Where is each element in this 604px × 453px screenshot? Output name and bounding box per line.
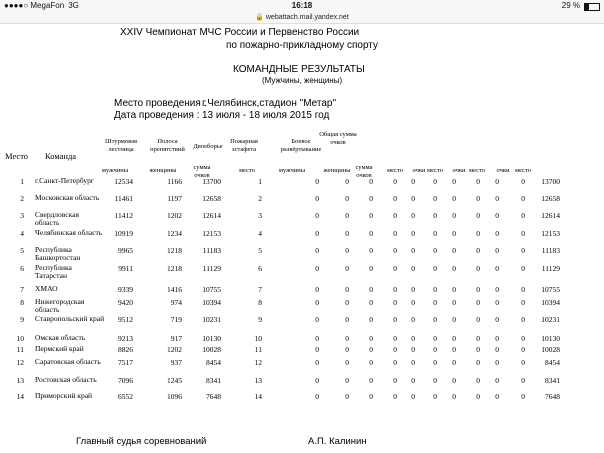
cell-sum: 8341 — [206, 376, 221, 385]
dates-line — [114, 110, 330, 121]
cell-men: 9965 — [118, 246, 133, 255]
cell-place: 6 — [20, 264, 24, 273]
cell-zero: 0 — [393, 315, 397, 324]
cell-zero: 0 — [369, 194, 373, 203]
cell-total: 8454 — [545, 358, 560, 367]
cell-sum: 10755 — [202, 285, 221, 294]
cell-team: Приморский край — [35, 391, 93, 400]
cell-zero: 0 — [369, 358, 373, 367]
cell-zero: 0 — [369, 298, 373, 307]
table-row — [0, 264, 604, 280]
cell-zero: 0 — [315, 358, 319, 367]
cell-zero: 0 — [452, 285, 456, 294]
cell-place: 11 — [16, 345, 24, 354]
cell-place: 9 — [20, 315, 24, 324]
cell-place: 13 — [16, 376, 24, 385]
cell-team: г.Санкт-Петербург — [35, 176, 94, 185]
dates-value: 13 июля - 18 июля 2015 год — [202, 110, 330, 121]
cell-zero: 0 — [476, 298, 480, 307]
cell-men: 11461 — [114, 194, 133, 203]
table-row — [0, 298, 604, 314]
subheader-9: место — [426, 167, 444, 174]
cell-zero: 0 — [476, 392, 480, 401]
cell-zero: 0 — [476, 334, 480, 343]
cell-zero: 0 — [452, 392, 456, 401]
cell-zero: 0 — [452, 211, 456, 220]
cell-zero: 0 — [433, 285, 437, 294]
cell-zero: 0 — [369, 285, 373, 294]
cell-zero: 0 — [345, 194, 349, 203]
carrier-label: ●●●●○ MegaFon — [4, 1, 65, 10]
cell-zero: 0 — [476, 345, 480, 354]
cell-men: 12534 — [114, 177, 133, 186]
cell-zero: 0 — [495, 264, 499, 273]
cell-zero: 0 — [369, 264, 373, 273]
cell-sum: 12153 — [202, 229, 221, 238]
cell-relay: 6 — [258, 264, 262, 273]
cell-zero: 0 — [345, 285, 349, 294]
cell-place: 14 — [16, 392, 24, 401]
cell-place: 1 — [20, 177, 24, 186]
cell-zero: 0 — [345, 298, 349, 307]
doc-subheading: (Мужчины, женщины) — [262, 76, 343, 85]
cell-sum: 10028 — [202, 345, 221, 354]
subheader-3: место — [238, 167, 256, 174]
cell-zero: 0 — [315, 298, 319, 307]
table-row — [0, 194, 604, 210]
cell-relay: 5 — [258, 246, 262, 255]
cell-zero: 0 — [393, 392, 397, 401]
cell-zero: 0 — [452, 246, 456, 255]
cell-zero: 0 — [433, 264, 437, 273]
cell-men: 11412 — [114, 211, 133, 220]
cell-total: 7648 — [545, 392, 560, 401]
cell-zero: 0 — [411, 229, 415, 238]
cell-women: 1202 — [167, 345, 182, 354]
table-row — [0, 376, 604, 392]
cell-team: Омская область — [35, 333, 86, 342]
cell-zero: 0 — [315, 392, 319, 401]
clock: 16:18 — [291, 1, 313, 10]
cell-zero: 0 — [495, 229, 499, 238]
cell-team: Республика Татарстан — [35, 263, 72, 280]
network-label: 3G — [68, 1, 79, 10]
cell-zero: 0 — [433, 211, 437, 220]
cell-men: 9420 — [118, 298, 133, 307]
cell-zero: 0 — [369, 246, 373, 255]
table-row — [0, 177, 604, 193]
cell-relay: 7 — [258, 285, 262, 294]
cell-zero: 0 — [315, 264, 319, 273]
cell-zero: 0 — [345, 315, 349, 324]
cell-total: 10028 — [541, 345, 560, 354]
cell-place: 2 — [20, 194, 24, 203]
cell-zero: 0 — [433, 298, 437, 307]
cell-zero: 0 — [393, 177, 397, 186]
cell-relay: 13 — [254, 376, 262, 385]
cell-women: 1166 — [167, 177, 182, 186]
judge-label: Главный судья соревнований — [76, 436, 207, 447]
cell-zero: 0 — [452, 229, 456, 238]
cell-men: 7517 — [118, 358, 133, 367]
header-place: Место — [5, 151, 29, 161]
cell-sum: 10231 — [202, 315, 221, 324]
cell-zero: 0 — [315, 177, 319, 186]
cell-zero: 0 — [315, 285, 319, 294]
cell-place: 4 — [20, 229, 24, 238]
cell-women: 937 — [170, 358, 182, 367]
venue-label: Место проведения : — [114, 98, 207, 109]
table-row — [0, 315, 604, 331]
cell-zero: 0 — [433, 334, 437, 343]
cell-zero: 0 — [393, 194, 397, 203]
cell-zero: 0 — [369, 345, 373, 354]
cell-zero: 0 — [521, 334, 525, 343]
cell-zero: 0 — [393, 298, 397, 307]
cell-zero: 0 — [476, 194, 480, 203]
cell-zero: 0 — [433, 229, 437, 238]
cell-sum: 7648 — [206, 392, 221, 401]
cell-men: 10919 — [114, 229, 133, 238]
cell-zero: 0 — [476, 315, 480, 324]
cell-total: 11129 — [541, 264, 560, 273]
header-event-3: Пожарная эстафета — [230, 138, 258, 153]
dates-label: Дата проведения : — [114, 110, 200, 121]
cell-zero: 0 — [521, 211, 525, 220]
cell-zero: 0 — [476, 264, 480, 273]
cell-zero: 0 — [452, 345, 456, 354]
cell-zero: 0 — [393, 264, 397, 273]
cell-zero: 0 — [476, 358, 480, 367]
cell-team: Ставропольский край — [35, 314, 105, 323]
cell-men: 9213 — [118, 334, 133, 343]
cell-women: 917 — [170, 334, 182, 343]
header-event-5: Общая сумма очков — [319, 131, 357, 146]
cell-team: Саратовская область — [35, 357, 101, 366]
cell-zero: 0 — [411, 285, 415, 294]
cell-zero: 0 — [411, 358, 415, 367]
cell-zero: 0 — [393, 358, 397, 367]
cell-zero: 0 — [452, 315, 456, 324]
cell-zero: 0 — [452, 298, 456, 307]
battery-percent: 29 % — [561, 1, 580, 10]
cell-women: 1202 — [167, 211, 182, 220]
cell-relay: 11 — [254, 345, 262, 354]
cell-zero: 0 — [433, 246, 437, 255]
battery-icon — [584, 3, 600, 11]
cell-zero: 0 — [521, 358, 525, 367]
cell-zero: 0 — [369, 392, 373, 401]
cell-relay: 1 — [258, 177, 262, 186]
cell-zero: 0 — [433, 392, 437, 401]
header-event-4: Боевое развёртывание — [280, 138, 322, 153]
cell-zero: 0 — [521, 298, 525, 307]
cell-zero: 0 — [495, 334, 499, 343]
cell-zero: 0 — [433, 315, 437, 324]
cell-zero: 0 — [452, 334, 456, 343]
header-event-1: Полоса препятствий — [150, 138, 185, 153]
cell-total: 8341 — [545, 376, 560, 385]
cell-women: 1218 — [167, 246, 182, 255]
subheader-13: место — [514, 167, 532, 174]
cell-zero: 0 — [315, 334, 319, 343]
cell-zero: 0 — [345, 392, 349, 401]
cell-zero: 0 — [495, 194, 499, 203]
cell-zero: 0 — [393, 229, 397, 238]
cell-zero: 0 — [476, 177, 480, 186]
cell-men: 9911 — [118, 264, 133, 273]
cell-zero: 0 — [411, 345, 415, 354]
cell-sum: 10130 — [202, 334, 221, 343]
cell-zero: 0 — [345, 246, 349, 255]
cell-sum: 12614 — [202, 211, 221, 220]
cell-women: 719 — [170, 315, 182, 324]
cell-zero: 0 — [411, 298, 415, 307]
cell-zero: 0 — [369, 229, 373, 238]
cell-zero: 0 — [495, 211, 499, 220]
subheader-2: сумма очков — [193, 164, 211, 179]
cell-zero: 0 — [393, 376, 397, 385]
cell-sum: 13700 — [202, 177, 221, 186]
cell-men: 8826 — [118, 345, 133, 354]
cell-place: 3 — [20, 211, 24, 220]
doc-heading: КОМАНДНЫЕ РЕЗУЛЬТАТЫ — [233, 64, 365, 75]
subheader-12: очки — [496, 167, 510, 174]
cell-zero: 0 — [476, 229, 480, 238]
cell-zero: 0 — [393, 285, 397, 294]
cell-zero: 0 — [315, 315, 319, 324]
cell-zero: 0 — [521, 376, 525, 385]
cell-zero: 0 — [411, 315, 415, 324]
cell-zero: 0 — [495, 315, 499, 324]
cell-zero: 0 — [521, 392, 525, 401]
subheader-11: место — [468, 167, 486, 174]
cell-sum: 11129 — [202, 264, 221, 273]
venue-line — [114, 98, 337, 109]
cell-place: 8 — [20, 298, 24, 307]
cell-relay: 14 — [254, 392, 262, 401]
cell-zero: 0 — [411, 334, 415, 343]
doc-title-line1: XXIV Чемпионат МЧС России и Первенство России — [120, 27, 360, 38]
cell-women: 1197 — [167, 194, 182, 203]
cell-zero: 0 — [315, 345, 319, 354]
cell-relay: 12 — [254, 358, 262, 367]
cell-total: 10755 — [541, 285, 560, 294]
cell-men: 9339 — [118, 285, 133, 294]
cell-team: Республика Башкортостан — [35, 245, 81, 262]
cell-zero: 0 — [476, 285, 480, 294]
cell-zero: 0 — [315, 194, 319, 203]
cell-relay: 9 — [258, 315, 262, 324]
cell-total: 10130 — [541, 334, 560, 343]
cell-zero: 0 — [495, 345, 499, 354]
document-page — [0, 24, 604, 453]
cell-place: 10 — [16, 334, 24, 343]
subheader-8: очки — [412, 167, 426, 174]
cell-zero: 0 — [369, 211, 373, 220]
subheader-5: женщины — [323, 167, 351, 174]
cell-zero: 0 — [521, 315, 525, 324]
cell-relay: 10 — [254, 334, 262, 343]
cell-zero: 0 — [393, 211, 397, 220]
cell-zero: 0 — [345, 177, 349, 186]
cell-zero: 0 — [495, 376, 499, 385]
doc-title-line2: по пожарно-прикладному спорту — [226, 40, 378, 51]
subheader-1: женщины — [149, 167, 177, 174]
header-event-0: Штурмовая лестница — [105, 138, 137, 153]
cell-zero: 0 — [411, 177, 415, 186]
table-row — [0, 211, 604, 227]
cell-zero: 0 — [411, 392, 415, 401]
cell-zero: 0 — [369, 315, 373, 324]
cell-zero: 0 — [393, 246, 397, 255]
cell-zero: 0 — [495, 177, 499, 186]
cell-place: 7 — [20, 285, 24, 294]
cell-zero: 0 — [411, 211, 415, 220]
cell-zero: 0 — [393, 345, 397, 354]
cell-zero: 0 — [495, 358, 499, 367]
cell-zero: 0 — [452, 177, 456, 186]
subheader-10: очки — [452, 167, 466, 174]
cell-zero: 0 — [521, 194, 525, 203]
cell-men: 6552 — [118, 392, 133, 401]
cell-zero: 0 — [411, 376, 415, 385]
cell-place: 12 — [16, 358, 24, 367]
cell-men: 9512 — [118, 315, 133, 324]
cell-zero: 0 — [345, 211, 349, 220]
battery-info — [562, 0, 600, 12]
cell-zero: 0 — [315, 376, 319, 385]
cell-zero: 0 — [433, 376, 437, 385]
cell-team: Ростовская область — [35, 375, 97, 384]
cell-zero: 0 — [345, 358, 349, 367]
cell-women: 1218 — [167, 264, 182, 273]
subheader-4: мужчины — [278, 167, 306, 174]
table-row — [0, 358, 604, 374]
cell-zero: 0 — [495, 392, 499, 401]
cell-relay: 3 — [258, 211, 262, 220]
cell-zero: 0 — [345, 376, 349, 385]
cell-zero: 0 — [452, 376, 456, 385]
cell-zero: 0 — [315, 211, 319, 220]
header-team: Команда — [45, 151, 77, 161]
cell-relay: 8 — [258, 298, 262, 307]
cell-team: Пермский край — [35, 344, 84, 353]
cell-zero: 0 — [411, 264, 415, 273]
cell-zero: 0 — [315, 246, 319, 255]
cell-sum: 12658 — [202, 194, 221, 203]
cell-total: 10394 — [541, 298, 560, 307]
cell-zero: 0 — [315, 229, 319, 238]
cell-zero: 0 — [521, 177, 525, 186]
cell-zero: 0 — [452, 194, 456, 203]
cell-team: Московская область — [35, 193, 100, 202]
cell-zero: 0 — [345, 345, 349, 354]
cell-zero: 0 — [433, 358, 437, 367]
cell-total: 10231 — [541, 315, 560, 324]
subheader-6: сумма очков — [355, 164, 373, 179]
cell-zero: 0 — [369, 334, 373, 343]
cell-zero: 0 — [393, 334, 397, 343]
cell-zero: 0 — [433, 177, 437, 186]
cell-men: 7096 — [118, 376, 133, 385]
venue-value: г.Челябинск,стадион "Метар" — [202, 98, 337, 109]
cell-zero: 0 — [433, 194, 437, 203]
cell-zero: 0 — [521, 285, 525, 294]
cell-zero: 0 — [411, 194, 415, 203]
cell-relay: 2 — [258, 194, 262, 203]
cell-zero: 0 — [369, 376, 373, 385]
cell-zero: 0 — [521, 246, 525, 255]
cell-zero: 0 — [369, 177, 373, 186]
status-bar — [0, 0, 604, 12]
cell-zero: 0 — [345, 334, 349, 343]
subheader-7: место — [386, 167, 404, 174]
cell-zero: 0 — [521, 264, 525, 273]
table-row — [0, 392, 604, 408]
cell-zero: 0 — [476, 246, 480, 255]
cell-zero: 0 — [521, 229, 525, 238]
cell-total: 12658 — [541, 194, 560, 203]
cell-zero: 0 — [411, 246, 415, 255]
cell-team: Свердловская область — [35, 210, 79, 227]
cell-zero: 0 — [495, 298, 499, 307]
cell-zero: 0 — [495, 246, 499, 255]
cell-total: 11183 — [541, 246, 560, 255]
cell-sum: 8454 — [206, 358, 221, 367]
cell-women: 1234 — [167, 229, 182, 238]
cell-women: 1096 — [167, 392, 182, 401]
cell-zero: 0 — [345, 264, 349, 273]
cell-zero: 0 — [452, 358, 456, 367]
cell-total: 12614 — [541, 211, 560, 220]
cell-zero: 0 — [495, 285, 499, 294]
cell-relay: 4 — [258, 229, 262, 238]
cell-team: Нижегородская область — [35, 297, 85, 314]
cell-zero: 0 — [521, 345, 525, 354]
address-bar[interactable]: 🔒 webattach.mail.yandex.net — [0, 12, 604, 24]
cell-sum: 10394 — [202, 298, 221, 307]
cell-total: 12153 — [541, 229, 560, 238]
cell-zero: 0 — [452, 264, 456, 273]
cell-women: 1416 — [167, 285, 182, 294]
cell-zero: 0 — [476, 211, 480, 220]
cell-sum: 11183 — [202, 246, 221, 255]
cell-team: ХМАО — [35, 284, 58, 293]
cell-total: 13700 — [541, 177, 560, 186]
judge-name: А.П. Калинин — [308, 436, 367, 447]
table-row — [0, 229, 604, 245]
cell-zero: 0 — [476, 376, 480, 385]
cell-zero: 0 — [433, 345, 437, 354]
cell-place: 5 — [20, 246, 24, 255]
table-row — [0, 246, 604, 262]
cell-team: Челябинская область — [35, 228, 103, 237]
cell-women: 1245 — [167, 376, 182, 385]
cell-women: 974 — [170, 298, 182, 307]
cell-zero: 0 — [345, 229, 349, 238]
header-event-2: Двоеборье — [193, 143, 223, 150]
subheader-0: мужчины — [101, 167, 129, 174]
